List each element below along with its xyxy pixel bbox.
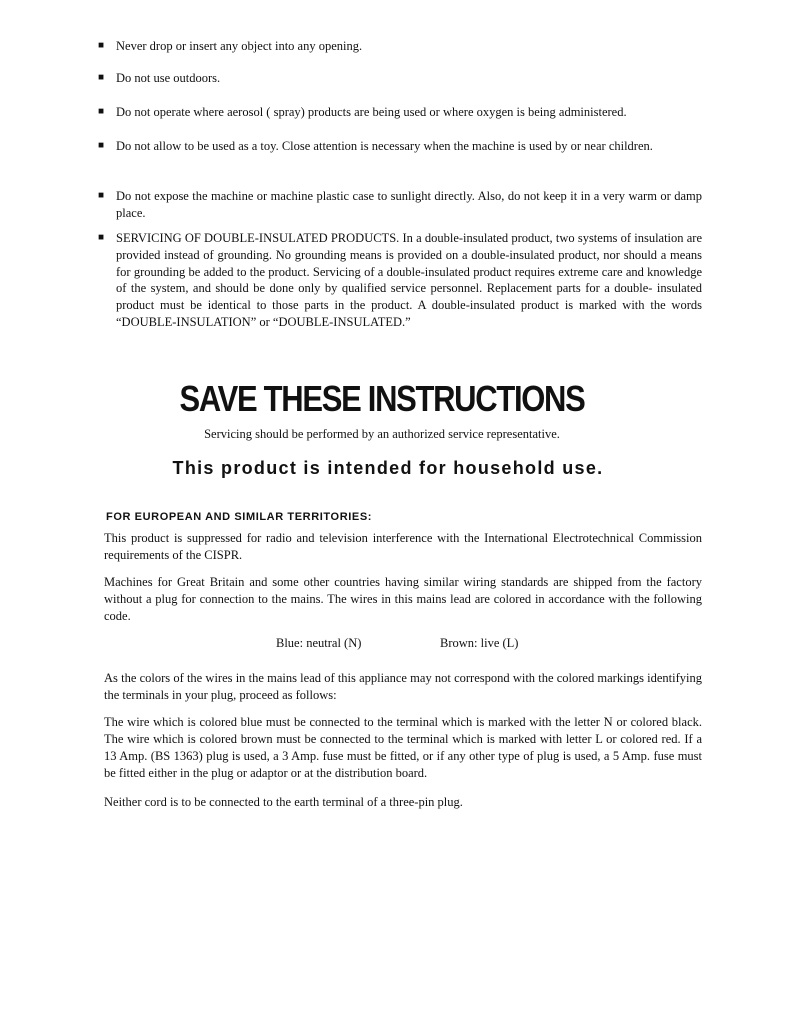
square-bullet-icon: ■ <box>98 106 105 117</box>
bullet-text: Do not allow to be used as a toy. Close attention is necessary when the machine is used by or near children. <box>116 139 653 153</box>
safety-bullet <box>98 70 702 87</box>
square-bullet-icon: ■ <box>98 232 105 243</box>
terminal-wiring-paragraph: The wire which is colored blue must be connected to the terminal which is marked with the letter N or colored black. The wire which is colored brown must be connected to the terminal which is marked with letter L or colored red. If a 13 Amp. (BS 1363) plug is used, a 3 Amp. fuse must be fitted, or if any other type of plug is used, a 5 Amp. fuse must be fitted either in the plug or adaptor or at the distribution board. <box>104 715 702 780</box>
square-bullet-icon: ■ <box>98 140 105 151</box>
safety-bullet <box>98 38 702 55</box>
square-bullet-icon: ■ <box>98 40 105 51</box>
safety-bullet <box>98 104 702 121</box>
wire-colors-paragraph: As the colors of the wires in the mains lead of this appliance may not correspond with the colored markings identifying the terminals in your plug, proceed as follows: <box>104 671 702 702</box>
bullet-text: Do not operate where aerosol ( spray) products are being used or where oxygen is being administered. <box>116 105 627 119</box>
save-instructions-heading: SAVE THESE INSTRUCTIONS <box>179 378 585 419</box>
cispr-paragraph: This product is suppressed for radio and television interference with the International Electrotechnical Commission requirements of the CISPR. <box>104 531 702 562</box>
servicing-note: Servicing should be performed by an authorized service representative. <box>204 427 560 441</box>
bullet-text: Do not expose the machine or machine plastic case to sunlight directly. Also, do not keep it in a very warm or damp place. <box>116 189 702 220</box>
blue-wire-code: Blue: neutral (N) <box>276 636 362 650</box>
safety-bullet <box>98 230 702 331</box>
bullet-text: SERVICING OF DOUBLE-INSULATED PRODUCTS. In a double-insulated product, two systems of insulation are provided instead of grounding. No grounding means is provided on a double-insulated product, nor should a means for grounding be added to the product. Servicing of a double-insulated product requires extreme care and knowledge of the system, and should be done only by qualified service personnel. Replacement parts for a double- insulated product must be identical to those parts in the product. A double-insulated product is marked with the words “DOUBLE-INSULATION” or “DOUBLE-INSULATED.” <box>116 231 702 329</box>
brown-wire-code: Brown: live (L) <box>440 636 519 650</box>
european-territories-heading: FOR EUROPEAN AND SIMILAR TERRITORIES: <box>106 511 373 523</box>
great-britain-paragraph: Machines for Great Britain and some other countries having similar wiring standards are shipped from the factory without a plug for connection to the mains. The wires in this mains lead are colored in accordance with the following code. <box>104 575 702 623</box>
bullet-text: Do not use outdoors. <box>116 71 221 85</box>
square-bullet-icon: ■ <box>98 72 105 83</box>
square-bullet-icon: ■ <box>98 190 105 201</box>
safety-bullet <box>98 188 702 222</box>
earth-terminal-paragraph: Neither cord is to be connected to the earth terminal of a three-pin plug. <box>104 795 463 809</box>
bullet-text: Never drop or insert any object into any opening. <box>116 39 363 53</box>
household-use-note: This product is intended for household use. <box>172 458 604 478</box>
safety-bullet <box>98 138 702 155</box>
